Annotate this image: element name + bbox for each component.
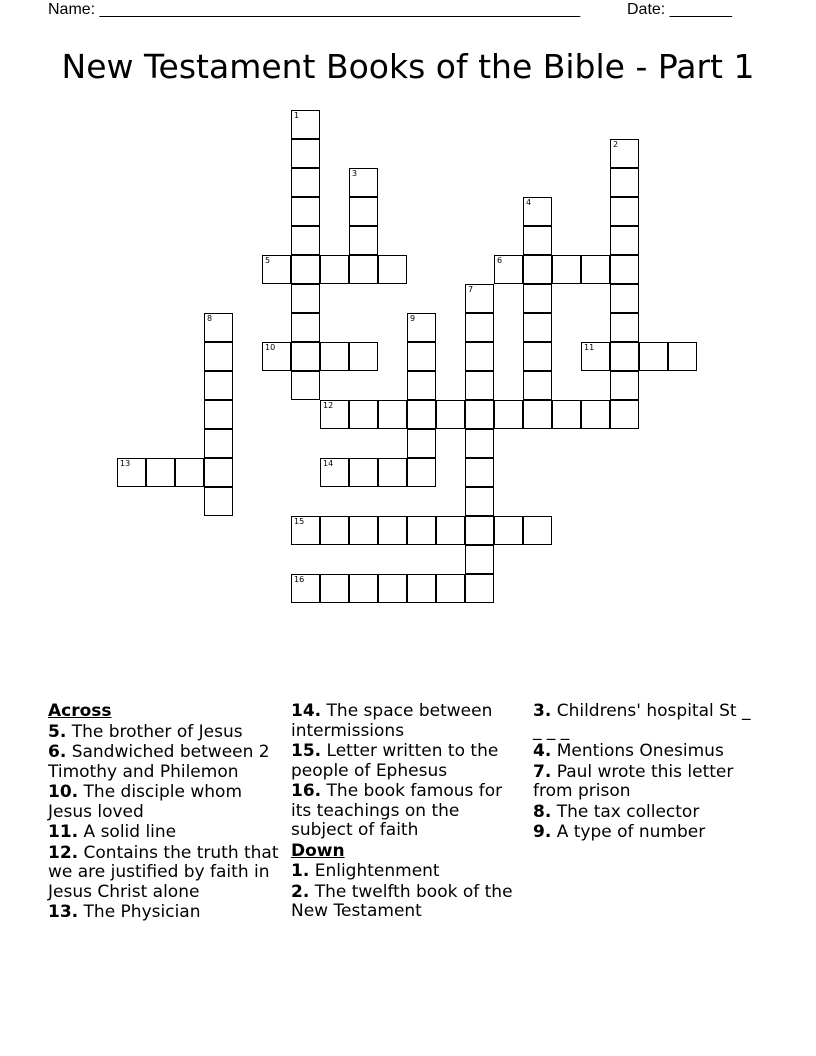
crossword-cell[interactable] [494,516,523,545]
crossword-cell[interactable] [204,400,233,429]
clue-number: 11 [584,343,595,352]
clue-column-1 [48,702,284,924]
crossword-cell[interactable] [378,516,407,545]
crossword-cell[interactable] [146,458,175,487]
crossword-cell[interactable] [378,255,407,284]
crossword-cell[interactable] [349,168,378,197]
crossword-cell[interactable] [262,255,291,284]
crossword-cell[interactable] [610,284,639,313]
crossword-cell[interactable] [465,313,494,342]
crossword-cell[interactable] [668,342,697,371]
down-clue-7: 7. Paul wrote this letter from prison [533,761,734,801]
crossword-cell[interactable] [407,400,436,429]
crossword-cell[interactable] [349,516,378,545]
clue-number: 5 [265,256,271,265]
across-clue-5: 5. The brother of Jesus [48,721,243,742]
clue-number: 4 [526,198,532,207]
crossword-cell[interactable] [407,574,436,603]
crossword-cell[interactable] [465,516,494,545]
crossword-cell[interactable] [581,342,610,371]
crossword-cell[interactable] [291,284,320,313]
crossword-cell[interactable] [320,574,349,603]
crossword-cell[interactable] [407,371,436,400]
clue-column-2 [291,702,521,923]
clue-number: 7 [468,285,474,294]
clue-column-3 [533,702,763,844]
crossword-cell[interactable] [465,458,494,487]
clue-number: 6 [497,256,503,265]
crossword-cell[interactable] [610,342,639,371]
across-clue-11: 11. A solid line [48,822,177,842]
clue-number: 10 [265,343,276,352]
crossword-cell[interactable] [552,400,581,429]
crossword-cell[interactable] [610,226,639,255]
down-clue-9: 9. A type of number [533,822,706,842]
crossword-cell[interactable] [523,516,552,545]
crossword-cell[interactable] [349,255,378,284]
crossword-cell[interactable] [639,342,668,371]
crossword-cell[interactable] [523,342,552,371]
crossword-cell[interactable] [291,168,320,197]
crossword-cell[interactable] [581,255,610,284]
down-clue-4: 4. Mentions Onesimus [533,741,724,761]
crossword-cell[interactable] [610,400,639,429]
crossword-cell[interactable] [436,400,465,429]
crossword-cell[interactable] [291,342,320,371]
crossword-cell[interactable] [407,313,436,342]
across-clue-12: 12. Contains the truth that we are justified by faith in Jesus Christ alone [48,842,279,902]
clue-number: 15 [294,517,305,526]
crossword-cell[interactable] [494,400,523,429]
clue-number: 9 [410,314,416,323]
crossword-cell[interactable] [204,458,233,487]
clue-number: 1 [294,111,300,120]
crossword-cell[interactable] [523,313,552,342]
crossword-cell[interactable] [465,400,494,429]
crossword-cell[interactable] [349,342,378,371]
across-clue-13: 13. The Physician [48,902,201,922]
crossword-cell[interactable] [320,516,349,545]
crossword-cell[interactable] [523,226,552,255]
crossword-cell[interactable] [204,342,233,371]
crossword-cell[interactable] [320,458,349,487]
clue-number: 13 [120,459,131,468]
clue-number: 14 [323,459,334,468]
crossword-cell[interactable] [320,400,349,429]
clue-number: 16 [294,575,305,584]
across-heading: Across [48,701,112,721]
down-clue-8: 8. The tax collector [533,801,700,822]
crossword-cell[interactable] [204,429,233,458]
crossword-cell[interactable] [523,255,552,284]
crossword-cell[interactable] [407,342,436,371]
crossword-cell[interactable] [204,487,233,516]
crossword-cell[interactable] [436,574,465,603]
crossword-cell[interactable] [610,168,639,197]
crossword-cell[interactable] [262,342,291,371]
crossword-cell[interactable] [494,255,523,284]
crossword-cell[interactable] [349,400,378,429]
crossword-cell[interactable] [320,255,349,284]
crossword-cell[interactable] [291,371,320,400]
crossword-cell[interactable] [204,371,233,400]
crossword-cell[interactable] [552,255,581,284]
crossword-cell[interactable] [349,197,378,226]
crossword-cell[interactable] [291,226,320,255]
crossword-cell[interactable] [523,400,552,429]
crossword-cell[interactable] [291,139,320,168]
down-clue-3: 3. Childrens' hospital St _ _ _ _ [533,701,751,741]
crossword-cell[interactable] [610,255,639,284]
crossword-cell[interactable] [291,516,320,545]
clue-number: 3 [352,169,358,178]
crossword-cell[interactable] [349,574,378,603]
crossword-cell[interactable] [465,284,494,313]
crossword-cell[interactable] [465,487,494,516]
crossword-cell[interactable] [349,226,378,255]
down-clue-2: 2. The twelfth book of the New Testament [291,881,513,921]
crossword-cell[interactable] [378,458,407,487]
crossword-cell[interactable] [610,197,639,226]
across-clue-6: 6. Sandwiched between 2 Timothy and Philemon [48,742,270,782]
clue-number: 8 [207,314,213,323]
crossword-cell[interactable] [465,545,494,574]
crossword-cell[interactable] [523,197,552,226]
crossword-cell[interactable] [523,284,552,313]
clue-number: 2 [613,140,619,149]
crossword-cell[interactable] [204,313,233,342]
clue-number: 12 [323,401,334,410]
crossword-cell[interactable] [291,313,320,342]
name-field-label: Name: ______________________________________________________ [48,1,581,18]
crossword-cell[interactable] [523,371,552,400]
crossword-cell[interactable] [581,400,610,429]
crossword-cell[interactable] [610,371,639,400]
date-field-label: Date: _______ [627,1,732,18]
down-heading: Down [291,840,345,861]
crossword-cell[interactable] [117,458,146,487]
crossword-cell[interactable] [378,400,407,429]
crossword-cell[interactable] [610,313,639,342]
down-clue-1: 1. Enlightenment [291,861,440,881]
across-clue-10: 10. The disciple whom Jesus loved [48,782,243,822]
crossword-cell[interactable] [349,458,378,487]
across-clue-14: 14. The space between intermissions [291,701,493,741]
crossword-cell[interactable] [378,574,407,603]
crossword-cell[interactable] [407,516,436,545]
crossword-cell[interactable] [465,342,494,371]
crossword-cell[interactable] [407,429,436,458]
crossword-cell[interactable] [320,342,349,371]
crossword-cell[interactable] [291,574,320,603]
across-clue-15: 15. Letter written to the people of Ephesus [291,741,499,781]
crossword-cell[interactable] [610,139,639,168]
crossword-cell[interactable] [291,110,320,139]
crossword-cell[interactable] [465,371,494,400]
page-title: New Testament Books of the Bible - Part 1 [61,47,755,86]
crossword-cell[interactable] [465,429,494,458]
crossword-cell[interactable] [407,458,436,487]
crossword-cell[interactable] [291,197,320,226]
crossword-cell[interactable] [291,255,320,284]
crossword-cell[interactable] [175,458,204,487]
crossword-cell[interactable] [436,516,465,545]
crossword-cell[interactable] [465,574,494,603]
across-clue-16: 16. The book famous for its teachings on the subject of faith [291,781,503,840]
